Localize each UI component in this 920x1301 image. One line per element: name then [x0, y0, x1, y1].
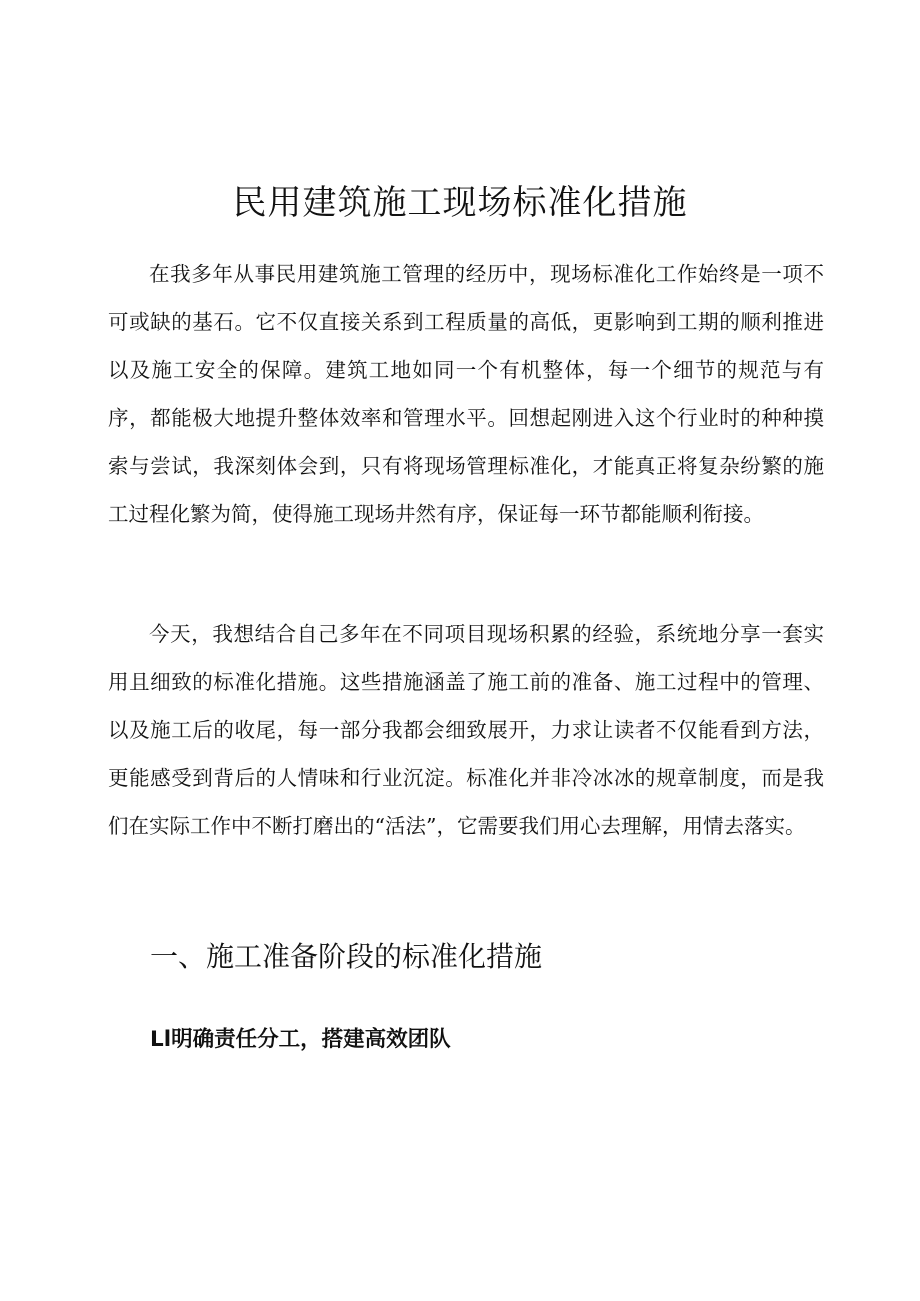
sub-heading: Ll明确责任分工，搭建高效团队: [150, 1027, 451, 1052]
document-title: 民用建筑施工现场标准化措施: [232, 183, 688, 223]
intro-paragraph: 在我多年从事民用建筑施工管理的经历中，现场标准化工作始终是一项不可或缺的基石。它不仅直接关系到工程质量的高低，更影响到工期的顺利推进以及施工安全的保障。建筑工地如同一个有机整体，每一个细节的规范与有序，都能极大地提升整体效率和管理水平。回想起刚进入这个行业时的种种摸索与尝试，我深刻体会到，只有将现场管理标准化，才能真正将复杂纷繁的施工过程化繁为简，使得施工现场井然有序，保证每一环节都能顺利衔接。: [108, 262, 824, 526]
section-heading: 一、施工准备阶段的标准化措施: [150, 940, 543, 973]
second-paragraph: 今天，我想结合自己多年在不同项目现场积累的经验，系统地分享一套实用且细致的标准化措施。这些措施涵盖了施工前的准备、施工过程中的管理、以及施工后的收尾，每一部分我都会细致展开，力求让读者不仅能看到方法，更能感受到背后的人情味和行业沉淀。标准化并非冷冰冰的规章制度，而是我们在实际工作中不断打磨出的“活法”，它需要我们用心去理解，用情去落实。: [108, 622, 824, 838]
